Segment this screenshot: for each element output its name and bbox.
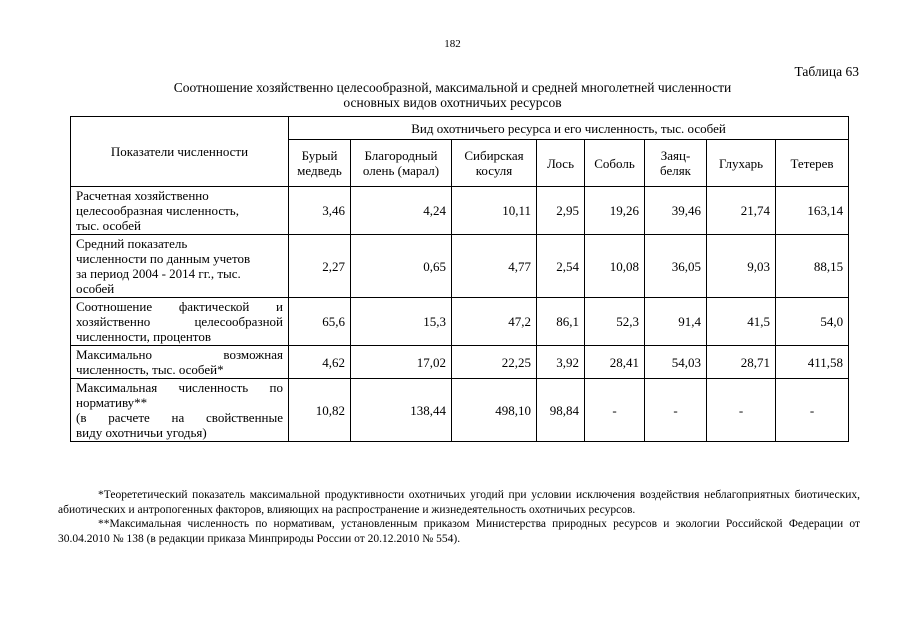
table-row — [71, 298, 849, 346]
row-label-line: Расчетная хозяйственно — [76, 188, 209, 203]
table-cell: 91,4 — [645, 298, 707, 346]
row-label-line: за период 2004 - 2014 гг., тыс. — [76, 266, 241, 281]
row-label-line: численности по данным учетов — [76, 251, 251, 266]
row-label-line: виду охотничьи угодья) — [76, 425, 207, 440]
column-header-line: Бурый — [301, 148, 338, 163]
column-header-capercaillie — [707, 140, 776, 187]
column-header-line: Лось — [546, 155, 574, 171]
row-label — [71, 379, 289, 442]
page-number: 182 — [444, 38, 461, 50]
row-label-line: тыс. особей — [76, 218, 141, 233]
table-cell: 411,58 — [776, 346, 849, 379]
column-header-line: Глухарь — [718, 155, 764, 171]
table-cell: - — [707, 379, 776, 442]
caption-line: Соотношение хозяйственно целесообразной, максимальной и средней многолетней численности — [173, 80, 732, 95]
table-cell: 65,6 — [289, 298, 351, 346]
column-header-black-grouse — [776, 140, 849, 187]
table-cell: 3,92 — [537, 346, 585, 379]
column-header-line: Заяц- — [660, 148, 691, 163]
table-cell: 10,11 — [452, 187, 537, 235]
table-cell: 10,82 — [289, 379, 351, 442]
column-header-sable — [585, 140, 645, 187]
table-cell: 52,3 — [585, 298, 645, 346]
column-header-line: Тетерев — [790, 155, 834, 171]
row-label-line: Максимально возможная — [76, 347, 283, 362]
footnote: *Теорететический показатель максимальной продуктивности охотничьих угодий при условии исключения воздействия неблагоприятных биотических, абиотических и антропогенных факторов, влияющих на распространение и жизнедеятельность охотничьих ресурсов. — [58, 489, 860, 516]
column-header-moose — [537, 140, 585, 187]
table-cell: 9,03 — [707, 235, 776, 298]
column-header-line: олень (марал) — [362, 163, 440, 178]
row-label-line: нормативу** — [76, 395, 148, 410]
table-cell: 17,02 — [351, 346, 452, 379]
table-cell: 39,46 — [645, 187, 707, 235]
column-header-line: Благородный — [364, 148, 438, 163]
table-cell: - — [776, 379, 849, 442]
table-cell: 2,27 — [289, 235, 351, 298]
table-cell: 4,77 — [452, 235, 537, 298]
row-label-line: особей — [76, 281, 115, 296]
row-label-line: Соотношение фактической и — [76, 299, 283, 314]
table-cell: 54,03 — [645, 346, 707, 379]
table-cell: 498,10 — [452, 379, 537, 442]
table-cell: 21,74 — [707, 187, 776, 235]
table-cell: 22,25 — [452, 346, 537, 379]
table-cell: 163,14 — [776, 187, 849, 235]
table-caption — [60, 80, 845, 110]
row-label-line: целесообразная численность, — [76, 203, 239, 218]
table-cell: 10,08 — [585, 235, 645, 298]
table-row — [71, 379, 849, 442]
row-label-line: численность, тыс. особей* — [76, 362, 224, 377]
footnote: **Максимальная численность по нормативам, установленным приказом Министерства природных ресурсов и экологии Российской Федерации от 30.04.2010 № 138 (в редакции приказа Минприроды России от 20.12.2010 № 554). — [58, 518, 860, 545]
indicators-header: Показатели численности — [71, 117, 289, 187]
species-group-header: Вид охотничьего ресурса и его численность, тыс. особей — [289, 117, 849, 140]
table-cell: 54,0 — [776, 298, 849, 346]
row-label — [71, 187, 289, 235]
column-header-line: косуля — [475, 163, 513, 178]
table-cell: 19,26 — [585, 187, 645, 235]
table-cell: 98,84 — [537, 379, 585, 442]
table-label: Таблица 63 — [794, 64, 859, 79]
table-cell: 47,2 — [452, 298, 537, 346]
table-cell: 2,54 — [537, 235, 585, 298]
table-row — [71, 235, 849, 298]
table-cell: 2,95 — [537, 187, 585, 235]
row-label — [71, 235, 289, 298]
row-label-line: хозяйственно целесообразной — [76, 314, 283, 329]
row-label — [71, 346, 289, 379]
column-header-line: Сибирская — [464, 148, 524, 163]
column-header-red-deer — [351, 140, 452, 187]
table-cell: 4,24 — [351, 187, 452, 235]
column-header-line: медведь — [297, 163, 342, 178]
caption-line: основных видов охотничьих ресурсов — [343, 95, 562, 110]
table-cell: 3,46 — [289, 187, 351, 235]
population-table — [70, 116, 849, 442]
footnotes — [58, 488, 860, 546]
row-label-line: Средний показатель — [76, 236, 188, 251]
column-header-roe-deer — [452, 140, 537, 187]
table-cell: 36,05 — [645, 235, 707, 298]
table-cell: 86,1 — [537, 298, 585, 346]
table-cell: 41,5 — [707, 298, 776, 346]
column-header-line: Соболь — [594, 155, 635, 171]
table-cell: 88,15 — [776, 235, 849, 298]
row-label-line: численности, процентов — [76, 329, 211, 344]
table-cell: 28,71 — [707, 346, 776, 379]
table-cell: - — [645, 379, 707, 442]
row-label-line: (в расчете на свойственные — [76, 410, 283, 425]
table-cell: 0,65 — [351, 235, 452, 298]
column-header-hare — [645, 140, 707, 187]
row-label-line: Максимальная численность по — [76, 380, 283, 395]
table-cell: 15,3 — [351, 298, 452, 346]
table-cell: - — [585, 379, 645, 442]
table-cell: 138,44 — [351, 379, 452, 442]
column-header-brown-bear — [289, 140, 351, 187]
row-label — [71, 298, 289, 346]
table-cell: 28,41 — [585, 346, 645, 379]
table-row — [71, 187, 849, 235]
column-header-line: беляк — [660, 163, 691, 178]
table-row — [71, 346, 849, 379]
table-cell: 4,62 — [289, 346, 351, 379]
